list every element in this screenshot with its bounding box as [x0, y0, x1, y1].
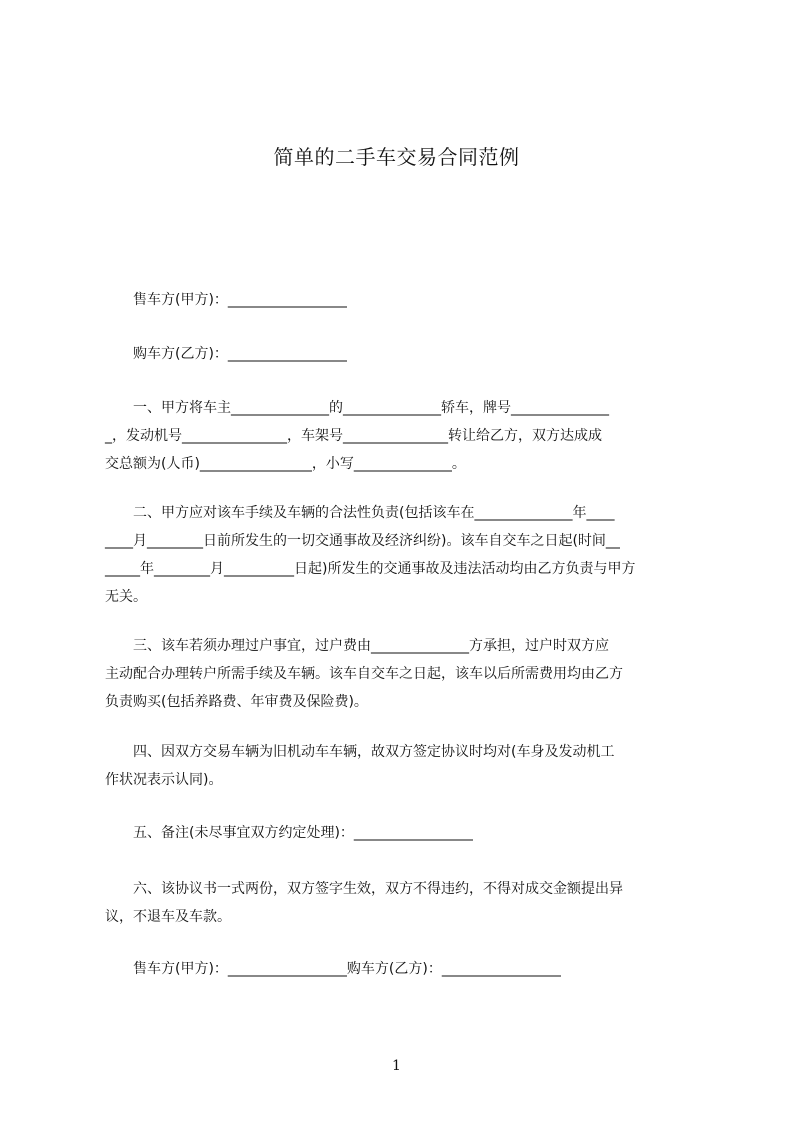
signature-line: 售车方(甲方)：_________________购车方(乙方)：_________________ — [105, 961, 561, 977]
buyer-party-line: 购车方(乙方)：_________________ — [105, 346, 347, 362]
clause-6-line-1: 六、该协议书一式两份，双方签字生效，双方不得违约，不得对成交金额提出异 — [105, 881, 623, 897]
clause-3-line-2: 主动配合办理转户所需手续及车辆。该车自交车之日起，该车以后所需费用均由乙方 — [105, 666, 623, 682]
clause-1-line-1: 一、甲方将车主______________的______________轿车，牌号______________ — [105, 400, 609, 416]
clause-4-line-2: 作状况表示认同)。 — [105, 772, 223, 788]
clause-3-line-1: 三、该车若须办理过户事宜，过户费由______________方承担，过户时双方应 — [105, 638, 609, 654]
clause-4-line-1: 四、因双方交易车辆为旧机动车车辆，故双方签定协议时均对(车身及发动机工 — [105, 744, 615, 760]
clause-6-line-2: 议，不退车及车款。 — [105, 909, 231, 925]
clause-2-line-1: 二、甲方应对该车手续及车辆的合法性负责(包括该车在______________年____ — [105, 505, 615, 521]
page-number: 1 — [392, 1058, 401, 1074]
clause-3-line-3: 负责购买(包括养路费、年审费及保险费)。 — [105, 694, 368, 710]
clause-2-line-3: _____年________月__________日起)所发生的交通事故及违法活动均由乙方负责与甲方 — [105, 561, 636, 577]
clause-1-line-3: 交总额为(人币)________________，小写______________。 — [105, 456, 466, 472]
clause-5-line: 五、备注(未尽事宜双方约定处理)：_________________ — [105, 825, 473, 841]
clause-2-line-2: ____月________日前所发生的一切交通事故及经济纠纷)。该车自交车之日起(时间__ — [105, 533, 620, 549]
document-title: 简单的二手车交易合同范例 — [273, 145, 520, 169]
clause-2-line-4: 无关。 — [105, 589, 147, 605]
clause-1-line-2: _，发动机号_______________，车架号_______________转让给乙方，双方达成成 — [105, 428, 602, 444]
seller-party-line: 售车方(甲方)：_________________ — [105, 292, 347, 308]
